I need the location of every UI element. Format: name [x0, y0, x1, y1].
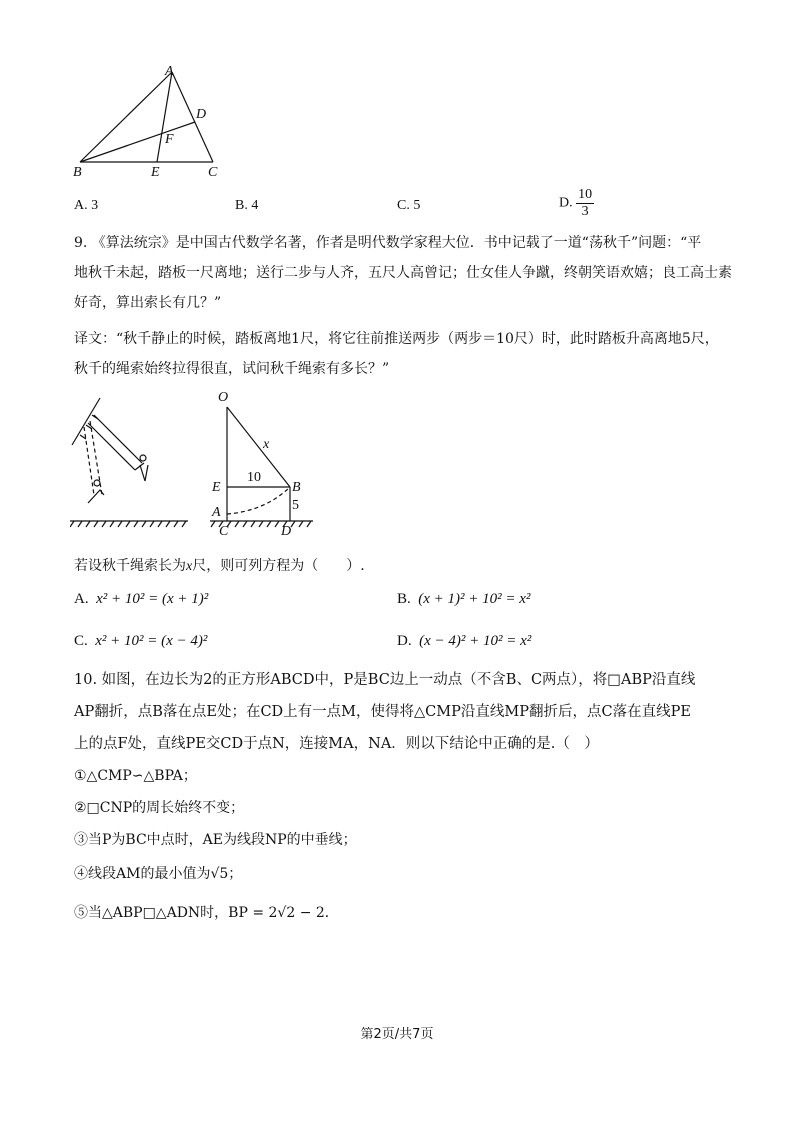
q9-label-A: A: [212, 505, 221, 520]
q8-label-A: A: [165, 64, 174, 79]
q8-label-E: E: [151, 165, 160, 180]
q8-option-b: B. 4: [235, 198, 259, 213]
q9-label-C: C: [219, 524, 229, 539]
q9-option-b: B. (x + 1)² + 10² = x²: [397, 591, 531, 607]
q10-item-5: ⑤当△ABP□△ADN时，BP = 2√2 − 2．: [74, 905, 339, 921]
q10-item-1: ①△CMP∽△BPA；: [74, 768, 197, 784]
q9-label-5: 5: [292, 498, 299, 513]
q10-stem-line2: AP翻折，点B落在点E处；在CD上有一点M，使得将△CMP沿直线MP翻折后，点C落在直线PE: [74, 704, 691, 720]
q9-prompt: 若设秋千绳索长为x尺，则可列方程为（ ）.: [74, 558, 365, 574]
q8-label-F: F: [165, 132, 174, 147]
fraction-10-3: $\frac{10}{3}$: [578, 187, 593, 219]
q9-label-D: D: [281, 524, 292, 539]
page-footer: 第2页/共7页: [360, 1027, 434, 1042]
q9-label-B: B: [292, 480, 301, 495]
q9-label-E: E: [212, 480, 221, 495]
segment-BD: [80, 122, 195, 162]
q8-label-D: D: [196, 107, 207, 122]
q9-swing-illustration: [70, 395, 195, 530]
q9-option-a: A. x² + 10² = (x + 1)²: [74, 591, 209, 607]
q9-option-d: D. (x − 4)² + 10² = x²: [397, 633, 532, 649]
q10-item-3: ③当P为BC中点时，AE为线段NP的中垂线；: [74, 832, 357, 848]
q9-translation-line1: 译文：“秋千静止的时候，踏板离地1尺，将它往前推送两步（两步＝10尺）时，此时踏板升高离地5尺，: [74, 331, 719, 347]
q8-option-c: C. 5: [397, 198, 421, 213]
q8-label-C: C: [208, 165, 218, 180]
segment-AB: [80, 72, 172, 162]
q10-item-4: ④线段AM的最小值为√5；: [74, 866, 243, 882]
q8-label-B: B: [73, 165, 82, 180]
q9-option-c: C. x² + 10² = (x − 4)²: [74, 633, 208, 649]
q10-item-2: ②□CNP的周长始终不变；: [74, 800, 245, 816]
q9-translation-line2: 秋千的绳索始终拉得很直，试问秋千绳索有多长？”: [74, 361, 390, 377]
segment-AC: [172, 72, 213, 162]
q9-geometry-figure: [205, 395, 325, 530]
q10-stem-line3: 上的点F处，直线PE交CD于点N，连接MA，NA．则以下结论中正确的是.（ ）: [74, 736, 599, 752]
q8-option-a: A. 3: [74, 198, 99, 213]
q9-label-O: O: [218, 390, 229, 405]
q8-option-d: D. $\frac{10}{3}$: [559, 187, 593, 219]
q10-stem-line1: 10. 如图，在边长为2的正方形ABCD中，P是BC边上一动点（不含B、C两点），将□ABP沿直线: [74, 672, 696, 688]
q9-label-10: 10: [247, 470, 261, 485]
q9-stem-line2: 地秋千未起，踏板一尺离地；送行二步与人齐，五尺人高曾记；仕女佳人争蹴，终朝笑语欢嬉；良工高士素: [74, 265, 732, 281]
q9-label-x: x: [263, 437, 270, 452]
segment-AE: [157, 72, 172, 162]
q9-stem-line3: 好奇，算出索长有几？”: [74, 295, 222, 311]
arc-AB: [227, 487, 290, 514]
q9-stem-line1: 9. 《算法统宗》是中国古代数学名著，作者是明代数学家程大位．书中记载了一道“荡秋千”问题：“平: [74, 235, 702, 251]
